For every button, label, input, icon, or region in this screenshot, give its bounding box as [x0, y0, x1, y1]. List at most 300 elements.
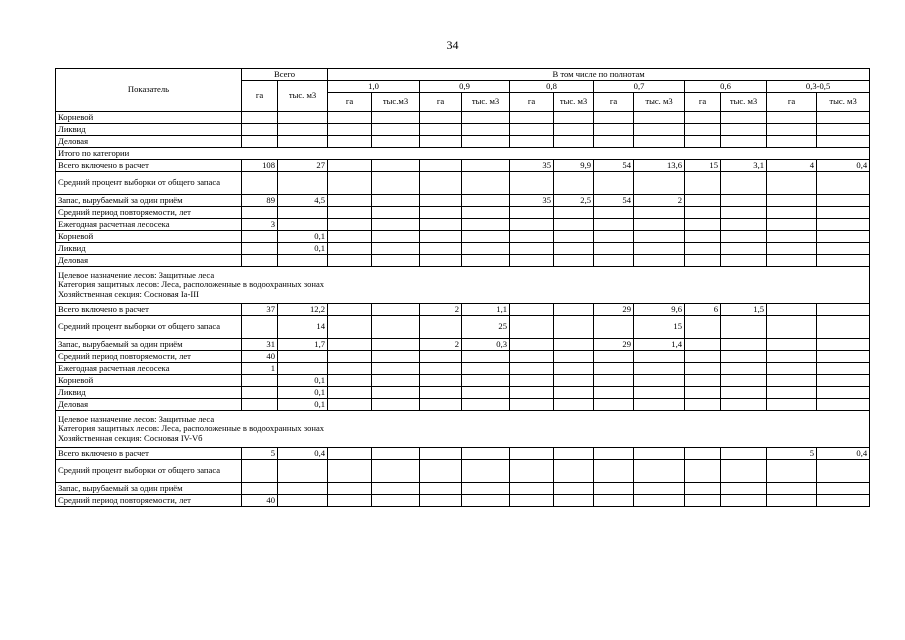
table-cell: [510, 339, 554, 351]
row-label: Запас, вырубаемый за один приём: [56, 339, 242, 351]
row-label: Деловая: [56, 255, 242, 267]
table-cell: [685, 112, 721, 124]
table-cell: [328, 448, 372, 460]
table-cell: [817, 207, 870, 219]
table-row: [56, 207, 870, 219]
table-cell: 15: [634, 316, 685, 339]
table-cell: [817, 495, 870, 507]
table-cell: [328, 112, 372, 124]
table-cell: 12,2: [278, 304, 328, 316]
table-cell: 4,5: [278, 195, 328, 207]
table-cell: [462, 483, 510, 495]
table-cell: 54: [594, 160, 634, 172]
section-line: Категория защитных лесов: Леса, расположенные в водоохранных зонах: [58, 423, 325, 434]
table-cell: [242, 316, 278, 339]
table-cell: [462, 495, 510, 507]
table-cell: [594, 460, 634, 483]
table-cell: [420, 243, 462, 255]
table-cell: [634, 495, 685, 507]
table-cell: [594, 363, 634, 375]
table-cell: 1,1: [462, 304, 510, 316]
unit-header: га: [767, 93, 817, 112]
table-row: [56, 124, 870, 136]
table-cell: 5: [767, 448, 817, 460]
table-cell: [328, 483, 372, 495]
table-cell: [242, 387, 278, 399]
table-cell: [685, 351, 721, 363]
table-cell: [420, 363, 462, 375]
table-cell: [767, 387, 817, 399]
table-cell: [420, 316, 462, 339]
table-cell: [554, 375, 594, 387]
table-cell: [328, 387, 372, 399]
table-cell: [685, 460, 721, 483]
table-cell: [594, 387, 634, 399]
row-label: Средний процент выборки от общего запаса: [56, 460, 242, 483]
table-cell: [278, 495, 328, 507]
table-cell: 13,6: [634, 160, 685, 172]
table-cell: [510, 243, 554, 255]
section-line: Целевое назначение лесов: Защитные леса: [58, 270, 215, 281]
table-cell: [420, 387, 462, 399]
table-cell: [462, 112, 510, 124]
table-cell: [372, 304, 420, 316]
table-cell: [372, 399, 420, 411]
table-cell: [634, 351, 685, 363]
table-cell: [685, 495, 721, 507]
row-label: Запас, вырубаемый за один приём: [56, 483, 242, 495]
table-cell: [372, 172, 420, 195]
table-cell: [510, 231, 554, 243]
table-cell: [817, 375, 870, 387]
table-cell: [685, 231, 721, 243]
table-cell: [721, 136, 767, 148]
table-cell: 0,3: [462, 339, 510, 351]
table-cell: [242, 231, 278, 243]
table-cell: [721, 448, 767, 460]
table-cell: [510, 124, 554, 136]
table-cell: [420, 375, 462, 387]
table-cell: [462, 195, 510, 207]
unit-header: тыс. м3: [721, 93, 767, 112]
table-cell: [510, 363, 554, 375]
table-cell: [721, 495, 767, 507]
table-cell: 35: [510, 195, 554, 207]
table-cell: [594, 207, 634, 219]
table-cell: 2: [420, 304, 462, 316]
table-cell: [634, 124, 685, 136]
table-header: [56, 69, 870, 112]
table-cell: [420, 351, 462, 363]
table-cell: [372, 160, 420, 172]
density-group-header: В том числе по полнотам: [328, 69, 870, 81]
table-cell: [767, 136, 817, 148]
table-cell: [510, 112, 554, 124]
section-row: [56, 267, 870, 304]
table-cell: [767, 399, 817, 411]
table-cell: [278, 255, 328, 267]
table-cell: [242, 124, 278, 136]
table-cell: 29: [594, 339, 634, 351]
table-cell: [510, 351, 554, 363]
table-cell: [634, 255, 685, 267]
table-cell: [767, 339, 817, 351]
table-cell: 2,5: [554, 195, 594, 207]
table-cell: [767, 243, 817, 255]
table-cell: [278, 112, 328, 124]
table-cell: [721, 351, 767, 363]
unit-header: га: [594, 93, 634, 112]
table-cell: [685, 207, 721, 219]
table-cell: [685, 339, 721, 351]
table-cell: [510, 375, 554, 387]
table-cell: [328, 460, 372, 483]
table-cell: [767, 124, 817, 136]
table-cell: [242, 399, 278, 411]
table-cell: [328, 495, 372, 507]
table-cell: [242, 136, 278, 148]
table-cell: [278, 219, 328, 231]
table-cell: 40: [242, 495, 278, 507]
unit-header: га: [420, 93, 462, 112]
table-cell: [372, 363, 420, 375]
table-cell: 3: [242, 219, 278, 231]
table-cell: 3,1: [721, 160, 767, 172]
table-cell: [817, 112, 870, 124]
table-cell: [767, 495, 817, 507]
table-cell: [634, 448, 685, 460]
table-cell: [278, 136, 328, 148]
table-cell: [767, 483, 817, 495]
table-cell: [462, 172, 510, 195]
table-cell: [554, 483, 594, 495]
unit-header: тыс. м3: [554, 93, 594, 112]
table-cell: 35: [510, 160, 554, 172]
table-cell: [462, 124, 510, 136]
table-cell: [817, 399, 870, 411]
table-cell: [634, 387, 685, 399]
density-header: 0,6: [685, 81, 767, 93]
table-cell: [634, 483, 685, 495]
table-cell: [817, 387, 870, 399]
table-cell: [767, 195, 817, 207]
table-row: [56, 351, 870, 363]
table-row: [56, 495, 870, 507]
table-cell: [328, 304, 372, 316]
row-label: Корневой: [56, 112, 242, 124]
table-cell: 0,1: [278, 375, 328, 387]
section-row: [56, 411, 870, 448]
table-cell: [554, 339, 594, 351]
table-cell: [594, 448, 634, 460]
table-cell: [278, 483, 328, 495]
table-row: [56, 243, 870, 255]
row-label: Ежегодная расчетная лесосека: [56, 219, 242, 231]
table-cell: [634, 399, 685, 411]
row-label: Всего включено в расчет: [56, 304, 242, 316]
table-cell: [817, 231, 870, 243]
table-cell: [817, 363, 870, 375]
table-cell: [554, 351, 594, 363]
table-cell: [372, 375, 420, 387]
table-cell: [721, 387, 767, 399]
density-header: 0,9: [420, 81, 510, 93]
table-cell: [685, 316, 721, 339]
table-cell: [420, 112, 462, 124]
table-cell: [372, 124, 420, 136]
table-cell: [372, 243, 420, 255]
table-cell: [594, 172, 634, 195]
table-cell: [462, 375, 510, 387]
table-cell: [328, 243, 372, 255]
table-cell: [817, 460, 870, 483]
table-cell: [767, 255, 817, 267]
table-cell: [721, 363, 767, 375]
table-cell: [510, 304, 554, 316]
table-cell: [510, 495, 554, 507]
row-label: Всего включено в расчет: [56, 160, 242, 172]
table-row: [56, 231, 870, 243]
density-header: 0,7: [594, 81, 685, 93]
table-cell: [634, 207, 685, 219]
table-cell: [685, 363, 721, 375]
section-line: Хозяйственная секция: Сосновая IV-Vб: [58, 432, 203, 443]
table-cell: [554, 243, 594, 255]
table-cell: [242, 243, 278, 255]
table-cell: [242, 112, 278, 124]
total-header: Всего: [242, 69, 328, 81]
table-cell: [554, 363, 594, 375]
table-cell: [462, 160, 510, 172]
row-label: Средний период повторяемости, лет: [56, 207, 242, 219]
table-cell: [685, 387, 721, 399]
table-cell: 0,4: [817, 160, 870, 172]
table-cell: 0,4: [817, 448, 870, 460]
table-cell: [721, 483, 767, 495]
unit-header: тыс. м3: [634, 93, 685, 112]
table-cell: 0,1: [278, 399, 328, 411]
table-cell: 0,1: [278, 243, 328, 255]
table-cell: 108: [242, 160, 278, 172]
table-cell: [554, 304, 594, 316]
unit-header: тыс. м3: [462, 93, 510, 112]
total-ha-header: га: [242, 81, 278, 112]
table-cell: 2: [634, 195, 685, 207]
table-cell: [767, 460, 817, 483]
table-cell: [634, 231, 685, 243]
table-cell: [420, 495, 462, 507]
table-cell: [767, 172, 817, 195]
unit-header: га: [328, 93, 372, 112]
table-cell: 27: [278, 160, 328, 172]
table-cell: [278, 363, 328, 375]
table-cell: [328, 207, 372, 219]
table-cell: [554, 231, 594, 243]
table-cell: [721, 375, 767, 387]
table-cell: [372, 195, 420, 207]
table-cell: [278, 207, 328, 219]
table-cell: [685, 375, 721, 387]
total-volume-header: тыс. м3: [278, 81, 328, 112]
table-row: [56, 483, 870, 495]
table-cell: [372, 316, 420, 339]
table-cell: [372, 351, 420, 363]
table-cell: [767, 375, 817, 387]
table-cell: [721, 339, 767, 351]
table-cell: [328, 399, 372, 411]
section-cell: [56, 148, 870, 160]
table-cell: [594, 112, 634, 124]
table-cell: [372, 448, 420, 460]
table-cell: [420, 483, 462, 495]
row-label: Ликвид: [56, 124, 242, 136]
table-cell: [685, 219, 721, 231]
row-label: Корневой: [56, 231, 242, 243]
table-cell: [721, 243, 767, 255]
table-cell: [462, 231, 510, 243]
table-cell: [420, 136, 462, 148]
table-cell: [767, 304, 817, 316]
logging-table: [55, 68, 870, 507]
table-cell: [634, 243, 685, 255]
table-cell: [767, 219, 817, 231]
table-cell: [685, 255, 721, 267]
table-row: [56, 339, 870, 351]
table-row: [56, 160, 870, 172]
table-cell: 0,1: [278, 231, 328, 243]
table-cell: [634, 172, 685, 195]
table-cell: [242, 460, 278, 483]
row-label: Корневой: [56, 375, 242, 387]
table-cell: [721, 195, 767, 207]
table-cell: [817, 483, 870, 495]
table-cell: [594, 351, 634, 363]
section-line: Категория защитных лесов: Леса, расположенные в водоохранных зонах: [58, 279, 325, 290]
table-cell: 29: [594, 304, 634, 316]
table-cell: [242, 375, 278, 387]
row-label: Средний процент выборки от общего запаса: [56, 316, 242, 339]
table-cell: [594, 243, 634, 255]
table-cell: [420, 124, 462, 136]
table-cell: 31: [242, 339, 278, 351]
density-header: 1,0: [328, 81, 420, 93]
table-cell: [462, 448, 510, 460]
table-cell: [462, 255, 510, 267]
table-row: [56, 172, 870, 195]
table-cell: [817, 243, 870, 255]
table-cell: [685, 399, 721, 411]
table-cell: [372, 255, 420, 267]
table-row: [56, 255, 870, 267]
table-cell: [594, 124, 634, 136]
table-cell: [594, 316, 634, 339]
table-cell: [242, 207, 278, 219]
table-cell: [721, 460, 767, 483]
table-cell: [462, 387, 510, 399]
table-cell: [462, 207, 510, 219]
unit-header: га: [510, 93, 554, 112]
table-cell: [462, 219, 510, 231]
table-cell: [554, 124, 594, 136]
table-cell: [685, 448, 721, 460]
table-row: [56, 195, 870, 207]
table-cell: [685, 483, 721, 495]
table-cell: [767, 231, 817, 243]
table-row: [56, 112, 870, 124]
table-cell: [634, 136, 685, 148]
table-cell: [420, 399, 462, 411]
table-cell: [328, 316, 372, 339]
table-cell: [372, 136, 420, 148]
table-cell: [420, 255, 462, 267]
table-cell: [278, 351, 328, 363]
table-cell: [510, 172, 554, 195]
table-cell: 2: [420, 339, 462, 351]
table-row: [56, 219, 870, 231]
table-row: [56, 304, 870, 316]
table-cell: [685, 124, 721, 136]
section-cell: [56, 411, 870, 448]
table-cell: [420, 207, 462, 219]
table-cell: [817, 172, 870, 195]
table-cell: [685, 172, 721, 195]
table-cell: [328, 375, 372, 387]
table-cell: 89: [242, 195, 278, 207]
density-header: 0,3-0,5: [767, 81, 870, 93]
table-cell: [510, 483, 554, 495]
table-cell: 40: [242, 351, 278, 363]
table-cell: [462, 136, 510, 148]
table-cell: [721, 112, 767, 124]
row-label: Деловая: [56, 399, 242, 411]
table-cell: 4: [767, 160, 817, 172]
table-row: [56, 448, 870, 460]
table-cell: 9,9: [554, 160, 594, 172]
table-cell: [372, 495, 420, 507]
row-label: Деловая: [56, 136, 242, 148]
table-cell: [462, 351, 510, 363]
table-cell: 54: [594, 195, 634, 207]
density-header: 0,8: [510, 81, 594, 93]
table-row: [56, 387, 870, 399]
row-label: Запас, вырубаемый за один приём: [56, 195, 242, 207]
table-cell: 1: [242, 363, 278, 375]
table-cell: [767, 363, 817, 375]
table-cell: [721, 399, 767, 411]
table-cell: 1,4: [634, 339, 685, 351]
table-cell: [554, 448, 594, 460]
table-cell: [372, 219, 420, 231]
table-cell: [685, 243, 721, 255]
table-cell: [721, 231, 767, 243]
table-cell: [372, 112, 420, 124]
table-cell: [328, 124, 372, 136]
table-cell: [328, 339, 372, 351]
table-cell: 25: [462, 316, 510, 339]
table-cell: [767, 112, 817, 124]
section-cell: [56, 267, 870, 304]
table-cell: [634, 112, 685, 124]
table-cell: [767, 207, 817, 219]
table-cell: 0,1: [278, 387, 328, 399]
table-cell: [328, 231, 372, 243]
row-label: Средний период повторяемости, лет: [56, 495, 242, 507]
table-cell: [328, 195, 372, 207]
table-cell: [685, 136, 721, 148]
table-cell: [278, 460, 328, 483]
table-cell: [510, 219, 554, 231]
table-cell: [721, 207, 767, 219]
